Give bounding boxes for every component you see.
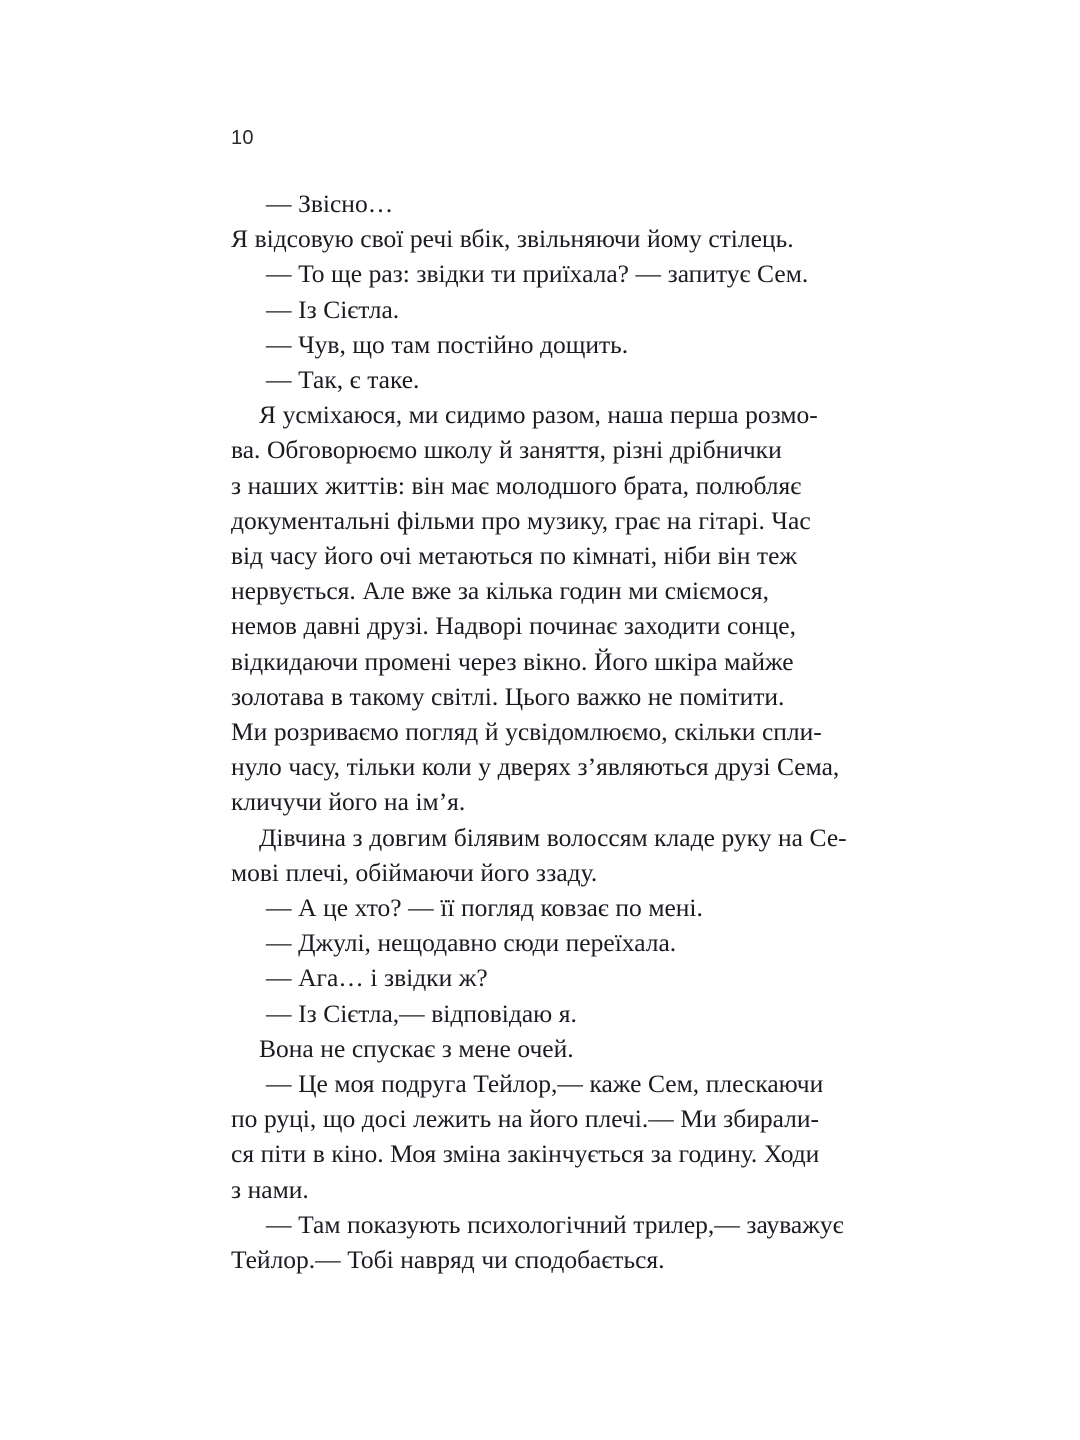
text-line: — Це моя подруга Тейлор,— каже Сем, плескаючи bbox=[266, 1069, 824, 1099]
text-line: — Чув, що там постійно дощить. bbox=[266, 329, 629, 359]
text-line: кличучи його на ім’я. bbox=[231, 787, 466, 817]
page-number: 10 bbox=[231, 127, 254, 149]
text-line: — Із Сієтла,— відповідаю я. bbox=[266, 998, 577, 1028]
text-line: документальні фільми про музику, грає на гітарі. Час bbox=[231, 505, 811, 535]
text-line: з нами. bbox=[231, 1174, 309, 1204]
text-line: Я відсовую свої речі вбік, звільняючи йому стілець. bbox=[231, 224, 794, 254]
text-line: — Із Сієтла. bbox=[266, 294, 400, 324]
text-line: по руці, що досі лежить на його плечі.— Ми збирали- bbox=[231, 1104, 820, 1134]
text-line: з наших життів: він має молодшого брата, полюбляє bbox=[231, 470, 802, 500]
text-line: Ми розриваємо погляд й усвідомлюємо, скільки спли- bbox=[231, 717, 822, 747]
text-line: — А це хто? — її погляд ковзає по мені. bbox=[266, 893, 703, 923]
text-line: Я усміхаюся, ми сидимо разом, наша перша розмо- bbox=[259, 400, 818, 430]
text-line: — Там показують психологічний трилер,— зауважує bbox=[266, 1209, 844, 1239]
text-line: — То ще раз: звідки ти приїхала? — запитує Сем. bbox=[266, 259, 809, 289]
text-line: нервується. Але вже за кілька годин ми сміємося, bbox=[231, 576, 770, 606]
text-line: Тейлор.— Тобі навряд чи сподобається. bbox=[231, 1245, 665, 1275]
text-line: мові плечі, обіймаючи його ззаду. bbox=[231, 857, 598, 887]
text-line: золотава в такому світлі. Цього важко не помітити. bbox=[231, 681, 785, 711]
text-line: Дівчина з довгим білявим волоссям кладе руку на Се- bbox=[259, 822, 847, 852]
body-text-block bbox=[231, 186, 887, 1277]
text-line: ся піти в кіно. Моя зміна закінчується за годину. Ходи bbox=[231, 1139, 820, 1169]
text-line: Вона не спускає з мене очей. bbox=[259, 1033, 574, 1063]
text-line: ва. Обговорюємо школу й заняття, різні дрібнички bbox=[231, 435, 782, 465]
text-line: немов давні друзі. Надворі починає заходити сонце, bbox=[231, 611, 797, 641]
text-line: — Ага… і звідки ж? bbox=[266, 963, 488, 993]
text-line: відкидаючи промені через вікно. Його шкіра майже bbox=[231, 646, 794, 676]
text-line: — Так, є таке. bbox=[266, 365, 420, 395]
text-line: від часу його очі метаються по кімнаті, ніби він теж bbox=[231, 541, 797, 571]
text-line: — Джулі, нещодавно сюди переїхала. bbox=[266, 928, 677, 958]
text-line: нуло часу, тільки коли у дверях з’являються друзі Сема, bbox=[231, 752, 840, 782]
text-line: — Звісно… bbox=[266, 189, 394, 218]
